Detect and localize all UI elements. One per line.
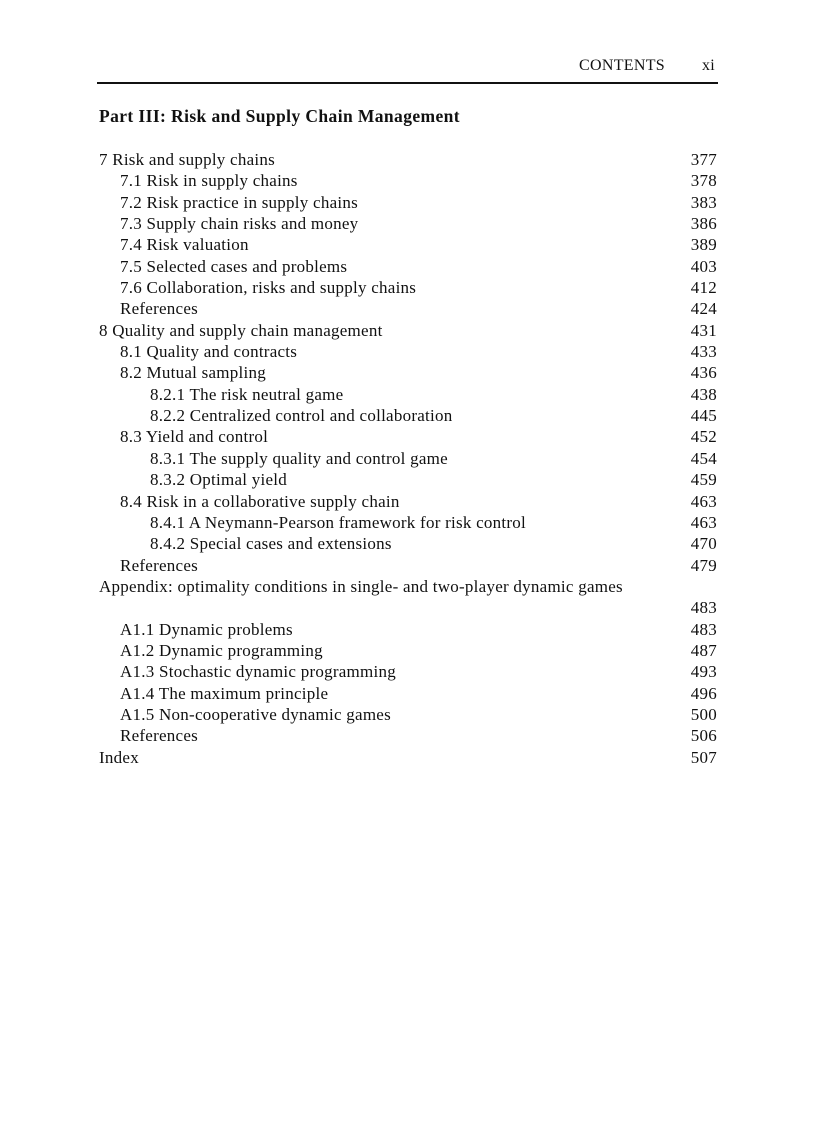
- toc-entry-page-number: 383: [690, 192, 717, 212]
- toc-entry-page-number: 386: [690, 214, 717, 234]
- toc-entry: [99, 747, 717, 768]
- toc-entry: [99, 725, 717, 746]
- toc-entry-page-number: 436: [690, 363, 717, 383]
- toc-entry-label: 8.2.2 Centralized control and collaboration: [150, 406, 453, 426]
- toc-entry-page-number: 483: [690, 619, 717, 639]
- toc-entry-label: 8.1 Quality and contracts: [120, 342, 298, 362]
- toc-entry: [99, 555, 717, 576]
- toc-entry-page-number: 507: [690, 747, 717, 767]
- toc-entry-page-number: 454: [690, 448, 717, 468]
- toc-entry: [99, 469, 717, 490]
- toc-entry-label: 8.2 Mutual sampling: [120, 363, 266, 383]
- toc-entry-page-number: 433: [690, 342, 717, 362]
- toc-entry: [99, 512, 717, 533]
- toc-entry-label: 8.4.1 A Neymann-Pearson framework for risk control: [150, 512, 527, 532]
- toc-entry: [99, 405, 717, 426]
- toc-entry-page-number: 483: [690, 598, 717, 618]
- part-title: Part III: Risk and Supply Chain Management: [99, 106, 461, 126]
- toc-entry-label: A1.5 Non-cooperative dynamic games: [120, 704, 391, 724]
- toc-entry-label: 7.4 Risk valuation: [120, 235, 249, 255]
- toc-entry: [99, 576, 717, 619]
- toc-entry-page-number: 479: [690, 555, 717, 575]
- toc-entry-page-number: 431: [690, 320, 717, 340]
- toc-entry-label: References: [120, 299, 199, 319]
- toc-entry: [99, 448, 717, 469]
- toc-entry-page-number: 445: [690, 406, 717, 426]
- toc-entry-page-number: 424: [690, 299, 717, 319]
- toc-entry-page-number: 412: [690, 278, 717, 298]
- toc-entry-label: 8 Quality and supply chain management: [99, 320, 383, 340]
- toc-entry: [99, 619, 717, 640]
- toc-entry: [99, 491, 717, 512]
- toc-entry-label: A1.1 Dynamic problems: [120, 619, 293, 639]
- toc-entry: [99, 704, 717, 725]
- running-head-title: CONTENTS: [579, 57, 665, 74]
- table-of-contents: [99, 149, 717, 768]
- toc-entry-label: A1.3 Stochastic dynamic programming: [120, 662, 396, 682]
- toc-entry-label: References: [120, 726, 199, 746]
- toc-entry-page-number: 438: [690, 384, 717, 404]
- toc-entry-label: 8.3 Yield and control: [120, 427, 269, 447]
- toc-entry-label: 7.5 Selected cases and problems: [120, 256, 348, 276]
- toc-entry: [99, 170, 717, 191]
- toc-entry-page-number: 403: [690, 256, 717, 276]
- toc-entry-page-number: 389: [690, 235, 717, 255]
- running-head: [98, 55, 717, 79]
- toc-entry-label: Appendix: optimality conditions in single- and two-player dynamic games: [99, 576, 623, 596]
- toc-entry-page-number: 463: [690, 491, 717, 511]
- toc-entry-label: A1.4 The maximum principle: [120, 683, 329, 703]
- toc-entry: [99, 384, 717, 405]
- toc-entry-label: 7.1 Risk in supply chains: [120, 171, 298, 191]
- toc-entry: [99, 192, 717, 213]
- toc-entry: [99, 341, 717, 362]
- toc-entry-page-number: 506: [690, 726, 717, 746]
- toc-entry-page-number: 378: [690, 171, 717, 191]
- toc-entry: [99, 256, 717, 277]
- toc-entry-page-number: 452: [690, 427, 717, 447]
- toc-entry-label: 8.3.1 The supply quality and control game: [150, 448, 448, 468]
- toc-entry-page-number: 459: [690, 470, 717, 490]
- toc-entry-label: 8.2.1 The risk neutral game: [150, 384, 344, 404]
- toc-entry: [99, 426, 717, 447]
- toc-entry: [99, 149, 717, 170]
- toc-entry: [99, 362, 717, 383]
- toc-entry-label: References: [120, 555, 199, 575]
- toc-entry: [99, 298, 717, 319]
- toc-entry-page-number: 487: [690, 640, 717, 660]
- toc-entry-label: 7.6 Collaboration, risks and supply chains: [120, 278, 417, 298]
- toc-entry-page-number: 463: [690, 512, 717, 532]
- running-head-page-number: xi: [701, 57, 715, 74]
- toc-entry-label: 8.3.2 Optimal yield: [150, 470, 287, 490]
- toc-entry-label: A1.2 Dynamic programming: [120, 640, 323, 660]
- toc-entry-page-number: 500: [690, 704, 717, 724]
- toc-entry: [99, 661, 717, 682]
- toc-entry: [99, 234, 717, 255]
- toc-entry-label: 7.2 Risk practice in supply chains: [120, 192, 358, 212]
- toc-entry: [99, 320, 717, 341]
- toc-entry-label: Index: [99, 747, 139, 767]
- toc-entry: [99, 533, 717, 554]
- header-rule: [97, 82, 718, 84]
- toc-entry-page-number: 377: [690, 150, 717, 169]
- toc-entry-label: 7.3 Supply chain risks and money: [120, 214, 359, 234]
- toc-entry-label: 8.4.2 Special cases and extensions: [150, 534, 392, 554]
- toc-entry: [99, 277, 717, 298]
- toc-entry-page-number: 493: [690, 662, 717, 682]
- toc-entry-label: 8.4 Risk in a collaborative supply chain: [120, 491, 400, 511]
- toc-entry: [99, 683, 717, 704]
- toc-entry: [99, 213, 717, 234]
- toc-entry: [99, 640, 717, 661]
- toc-entry-page-number: 470: [690, 534, 717, 554]
- toc-entry-page-number: 496: [690, 683, 717, 703]
- toc-entry-label: 7 Risk and supply chains: [99, 150, 275, 169]
